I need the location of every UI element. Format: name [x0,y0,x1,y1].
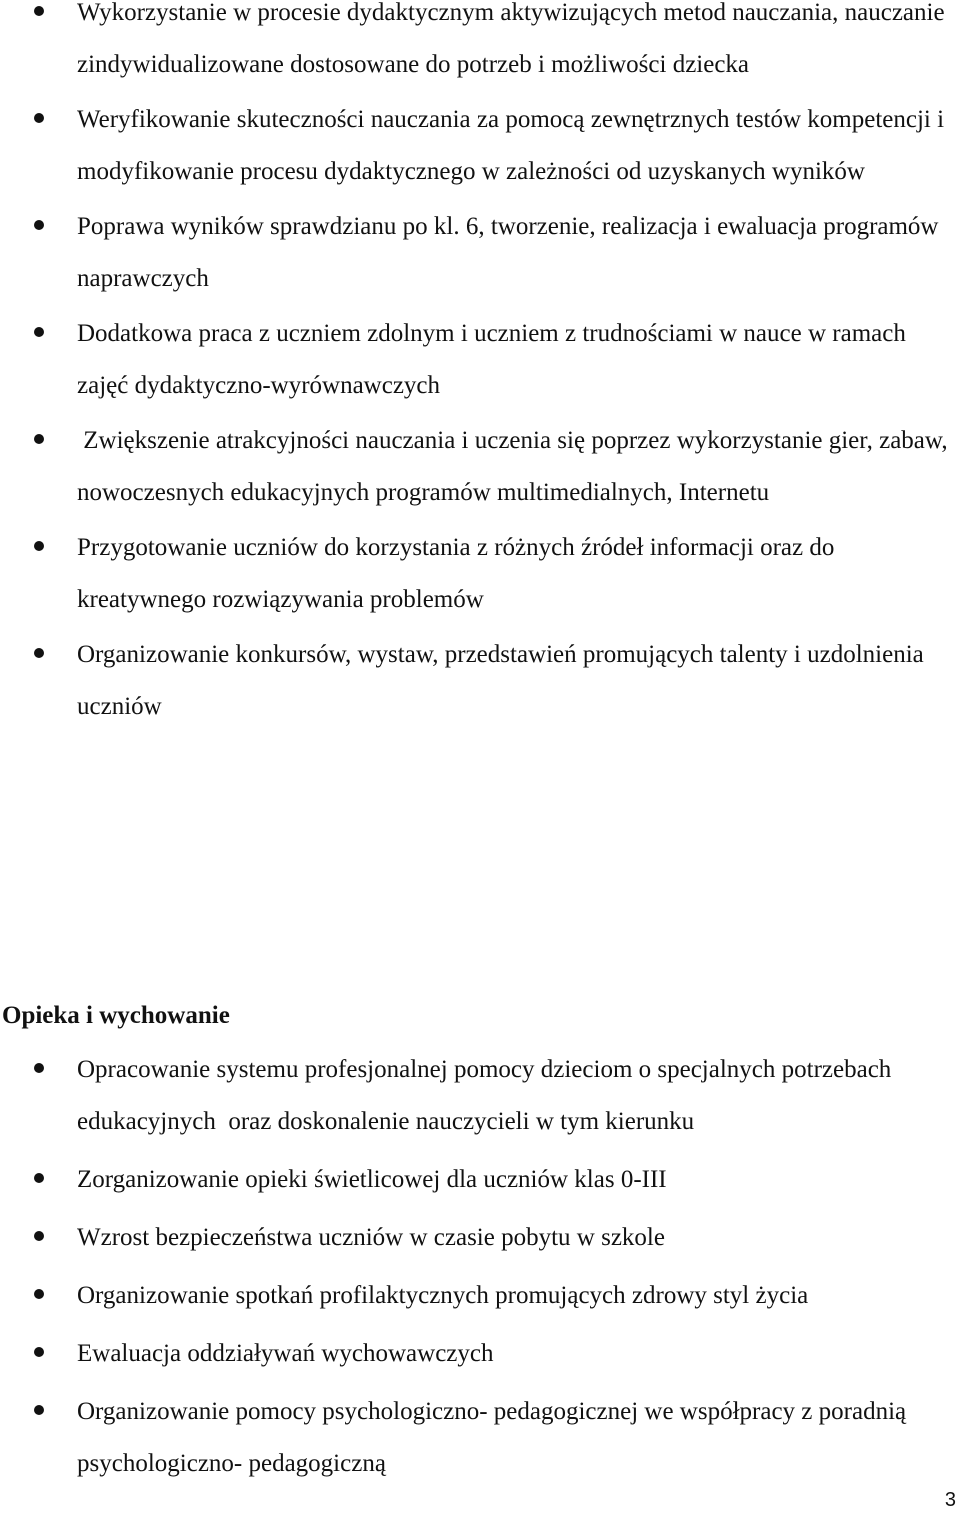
bullet-icon [34,1289,44,1299]
bullet-icon [34,327,44,337]
bullet-icon [34,220,44,230]
list-item [0,1386,960,1490]
list-item-text: Organizowanie spotkań profilaktycznych promujących zdrowy styl życia [77,1282,809,1309]
bullet-icon [34,648,44,658]
list-item-text: Wykorzystanie w procesie dydaktycznym aktywizujących metod nauczania, nauczanie zindywidualizowane dostosowane do potrzeb i możliwości dziecka [77,0,945,78]
list-item-text: Dodatkowa praca z uczniem zdolnym i uczniem z trudnościami w nauce w ramach zajęć dydaktyczno-wyrównawczych [77,320,906,399]
bullet-icon [34,1347,44,1357]
page-number: 3 [944,1489,956,1511]
list-item-text: Zorganizowanie opieki świetlicowej dla uczniów klas 0-III [77,1166,667,1193]
list-item [0,415,960,519]
list-item [0,629,960,733]
bullet-icon [34,6,44,16]
list-item-text: Organizowanie pomocy psychologiczno- pedagogicznej we współpracy z poradnią psychologiczno- pedagogiczną [77,1398,907,1477]
list-item [0,308,960,412]
list-item [0,1212,960,1264]
list-item-text: Ewaluacja oddziaływań wychowawczych [77,1340,494,1367]
bullet-icon [34,1063,44,1073]
bullet-icon [34,1173,44,1183]
list-item-text: Organizowanie konkursów, wystaw, przedstawień promujących talenty i uzdolnienia uczniów [77,641,924,720]
list-item [0,1044,960,1148]
list-item [0,522,960,626]
list-item-text: Przygotowanie uczniów do korzystania z różnych źródeł informacji oraz do kreatywnego rozwiązywania problemów [77,534,835,613]
bullet-icon [34,434,44,444]
list-item-text: Wzrost bezpieczeństwa uczniów w czasie pobytu w szkole [77,1224,665,1251]
bullet-icon [34,113,44,123]
list-item-text: Poprawa wyników sprawdzianu po kl. 6, tworzenie, realizacja i ewaluacja programów naprawczych [77,213,939,292]
list-item [0,1154,960,1206]
list-item [0,94,960,198]
list-item [0,1270,960,1322]
bullet-icon [34,541,44,551]
list-item [0,0,960,91]
list-item [0,1328,960,1380]
list-item-text: Opracowanie systemu profesjonalnej pomocy dzieciom o specjalnych potrzebach edukacyjnych oraz doskonalenie nauczycieli w tym kierunku [77,1056,898,1135]
list-item [0,201,960,305]
section-2-list [0,1044,960,1496]
section-1-list [0,0,960,736]
bullet-icon [34,1405,44,1415]
list-item-text: Weryfikowanie skuteczności nauczania za pomocą zewnętrznych testów kompetencji i modyfikowanie procesu dydaktycznego w zależności od uzyskanych wyników [77,106,945,185]
list-item-text: Zwiększenie atrakcyjności nauczania i uczenia się poprzez wykorzystanie gier, zabaw, nowoczesnych edukacyjnych programów multimedialnych, Internetu [77,427,954,506]
bullet-icon [34,1231,44,1241]
section-heading: Opieka i wychowanie [2,1002,230,1029]
